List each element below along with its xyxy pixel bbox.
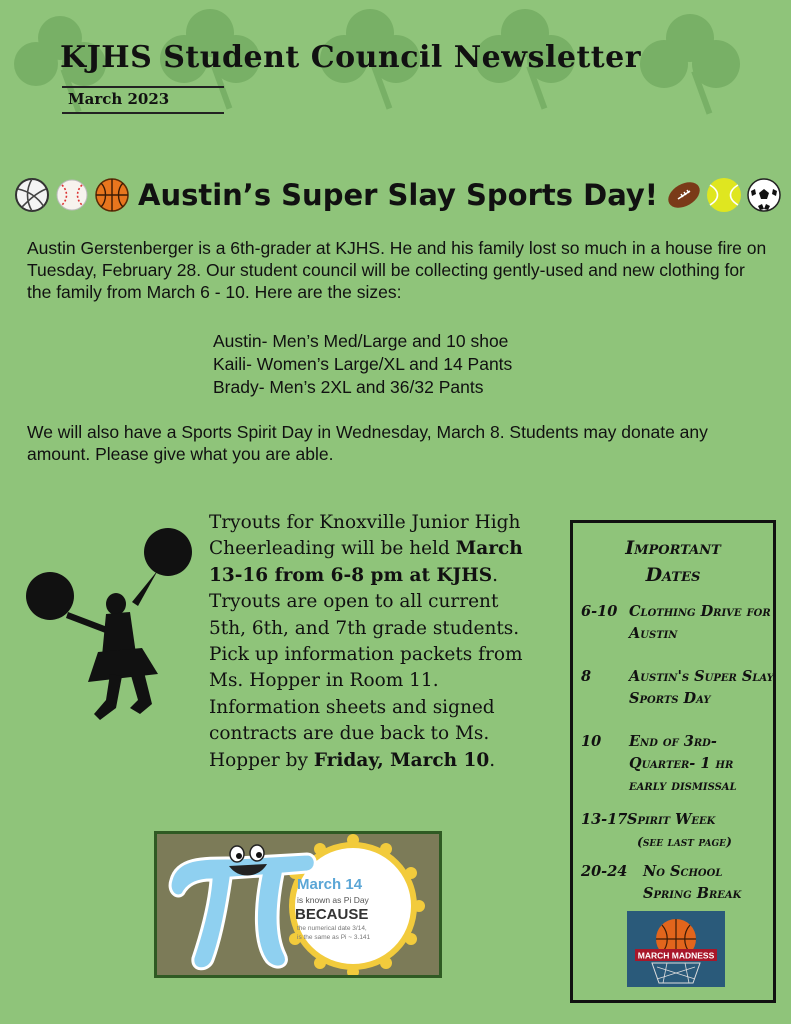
march-madness-label: MARCH MADNESS — [637, 950, 715, 961]
pi-day-date: March 14 — [297, 876, 363, 893]
pi-day-illustration — [157, 834, 439, 975]
pi-day-line-4: the numerical date 3/14, — [297, 925, 367, 932]
tryouts-deadline-bold: Friday, March 10 — [313, 749, 490, 771]
important-dates-heading: Important Dates — [625, 537, 721, 586]
pi-day-image — [154, 831, 442, 978]
tryouts-text-3: . — [489, 749, 496, 771]
volleyball-icon — [14, 177, 50, 213]
soccer-ball-icon — [746, 177, 782, 213]
football-icon — [666, 177, 702, 213]
cheerleading-tryouts-paragraph — [209, 510, 539, 774]
pi-day-line-2: is known as Pi Day — [297, 895, 369, 905]
size-line-kaili: Kaili- Women’s Large/XL and 14 Pants — [213, 354, 513, 374]
baseball-icon — [54, 177, 90, 213]
size-line-brady: Brady- Men’s 2XL and 36/32 Pants — [213, 377, 484, 397]
tryouts-text-2: . Tryouts are open to all current 5th, 6th, and 7th grade students. Pick up information packets from Ms. Hopper in Room 11. Information sheets and signed contracts are due back to Ms. Hopper by — [209, 564, 523, 771]
spirit-day-paragraph: We will also have a Sports Spirit Day in Wednesday, March 8. Students may donate any amount. Please give what you are able. — [27, 422, 708, 464]
cheerleader-silhouette-image — [18, 524, 198, 734]
shamrock-pattern-background — [0, 0, 791, 160]
fire-donation-paragraph: Austin Gerstenberger is a 6th-grader at KJHS. He and his family lost so much in a house fire on Tuesday, February 28. Our student council will be collecting gently-used and new clothing for the family from March 6 - 10. Here are the sizes: — [27, 238, 767, 302]
tryouts-dates-bold: March 13-16 from 6-8 pm at KJHS — [209, 538, 523, 586]
basketball-icon — [94, 177, 130, 213]
newsletter-title: KJHS Student Council Newsletter — [60, 40, 642, 75]
march-madness-basketball-image — [627, 911, 725, 987]
tryouts-text-1: Tryouts for Knoxville Junior High Cheerleading will be held — [209, 512, 521, 560]
newsletter-date: March 2023 — [62, 86, 224, 114]
size-line-austin: Austin- Men’s Med/Large and 10 shoe — [213, 331, 509, 351]
pi-day-because: BECAUSE — [295, 906, 369, 923]
sports-day-heading — [14, 172, 784, 218]
sports-day-title: Austin’s Super Slay Sports Day! — [138, 178, 659, 212]
pi-day-line-5: is the same as Pi ~ 3.141 — [297, 934, 371, 941]
important-dates-box: Important Dates 6-10 Clothing Drive for Austin 8 Austin's Super Slay Sports Day 10 End of 3rd-Quarter- 1 hr early dismissal 13-17 Spirit Week (see last page) 20-24 No School Spring Break MARCH MADNESS — [570, 520, 776, 1003]
clothing-sizes-list — [213, 330, 512, 399]
tennis-ball-icon — [706, 177, 742, 213]
